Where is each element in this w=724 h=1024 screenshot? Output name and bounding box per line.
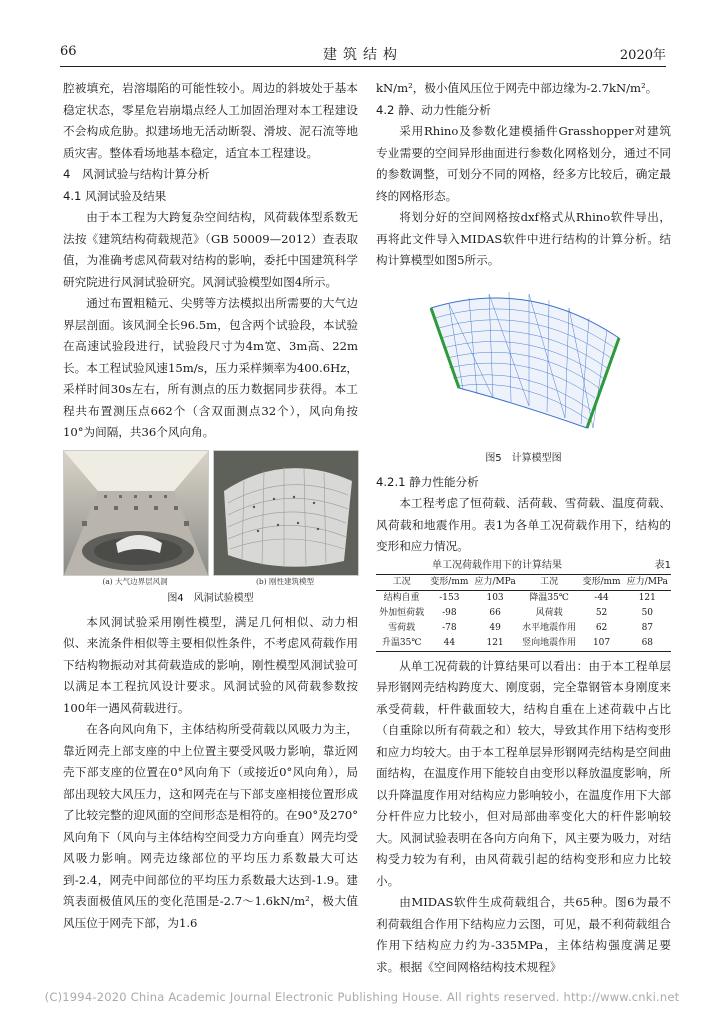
table-cell: 62 [595,622,608,633]
table-header: 应力/MPa [626,576,668,587]
table-cell: 水平地震作用 [522,622,577,633]
page-header [60,44,666,66]
table-cell: 52 [595,607,608,618]
table-cell: 外加恒荷载 [379,607,425,618]
fig4b-caption: (b) 刚性建筑模型 [255,576,315,586]
wind-tunnel-photo [63,450,209,576]
fig5-caption: 图5 计算模型图 [485,452,562,464]
header-rule [60,66,666,67]
paragraph: 将划分好的空间网格按dxf格式从Rhino软件导出，再将此文件导入MIDAS软件中进行结构的计算分析。结构计算模型如图5所示。 [376,210,671,267]
table-cell: 竖向地震作用 [522,637,577,648]
table-label: 表1 [654,559,671,571]
table-header: 变形/mm [582,576,621,587]
figure-4 [63,450,358,588]
table-cell: 44 [443,637,456,648]
paragraph: 从单工况荷载的计算结果可以看出：由于本工程单层异形钢网壳结构跨度大、刚度弱，完全靠钢管本身刚度来承受荷载，杆件截面较大，结构自重在上述荷载中占比（自重除以所有荷载之和）较大，导致其作用下结构变形和应力均较大。由于本工程单层异形钢网壳结构是空间曲面结构，在温度作用下能较自由变形以释放温度影响，所以升降温度作用对结构应力影响较小，在温度作用下大部分杆件应力比较小，但对局部曲率变化大的杆件影响较大。风洞试验表明在各向方向角下，风主要为吸力，对结构受力较为有利，由风荷载引起的结构变形和应力比较小。 [376,658,671,888]
table-cell: -78 [442,622,457,633]
table-row [376,606,671,621]
table-cell: 50 [641,607,654,618]
table-cell: 雪荷载 [388,622,416,633]
table-cell: -153 [439,592,460,603]
paragraph: 通过布置粗糙元、尖劈等方法模拟出所需要的大气边界层剖面。该风洞全长96.5m，包含两个试验段，本试验在高速试验段进行，试验段尺寸为4m宽、3m高、22m长。本工程试验风速15m/s，压力采样频率为400.6Hz，采样时间30s左右，所有测点的压力数据同步获得。本工程共布置测压点662个（含双面测点32个），风向角按10°为间隔，共36个风向角。 [63,296,358,439]
table-cell: 107 [592,637,611,648]
paragraph: 腔被填充，岩溶塌陷的可能性较小。周边的斜坡处于基本稳定状态，零星危岩崩塌点经人工加固治理对本工程建设不会构成危胁。拟建场地无活动断裂、滑坡、泥石流等地质灾害。整体看场地基本稳定，适宜本工程建设。 [63,81,358,160]
paragraph: 本风洞试验采用刚性模型，满足几何相似、动力相似、来流条件相似等主要相似性条件，不考虑风荷载作用下结构物振动对其荷载造成的影响，刚性模型风洞试验可以满足本工程抗风设计要求。风洞试验的风荷载参数按100年一遇风荷载进行。 [63,614,358,715]
table-cell: 66 [489,607,501,618]
paragraph: 采用Rhino及参数化建模插件Grasshopper对建筑专业需要的空间异形曲面进行参数化网格划分，通过不同的参数调整，可划分不同的网格，经多方比较后，确定最终的网格形态。 [376,124,671,203]
left-column [63,78,358,934]
page-number: 66 [60,44,77,59]
results-table [376,574,671,652]
right-column [376,78,671,978]
journal-title: 建筑结构 [323,47,403,63]
table-header: 工况 [540,576,559,587]
subsection-heading: 4.2 静、动力性能分析 [376,102,491,117]
table-cell: 68 [641,637,654,648]
table-cell: -98 [442,607,457,618]
table-header: 变形/mm [430,576,469,587]
table-row [376,621,671,636]
table-cell: 风荷载 [535,607,563,618]
table-header: 工况 [392,576,411,587]
table-cell: 升温35℃ [381,637,422,648]
table-cell: 121 [486,637,504,648]
subsection-heading: 4.1 风洞试验及结果 [63,188,167,203]
section-heading: 4 风洞试验与结构计算分析 [63,167,210,181]
table-cell: 103 [486,592,504,603]
subsection-heading: 4.2.1 静力性能分析 [376,474,479,489]
table-cell: 49 [489,622,501,633]
table-title-row [376,558,671,574]
paragraph: 由于本工程为大跨复杂空间结构，风荷载体型系数无法按《建筑结构荷载规范》（GB 50009—2012）查表取值，为准确考虑风荷载对结构的影响，委托中国建筑科学研究院进行风洞试验研究。风洞试验模型如图4所示。 [63,210,358,289]
fig4-caption: 图4 风洞试验模型 [167,592,254,604]
table-header: 应力/MPa [474,576,516,587]
fig4a-caption: (a) 大气边界层风洞 [102,576,168,586]
table-cell: -44 [594,592,609,603]
table-cell: 87 [641,622,654,633]
table-title: 单工况荷载作用下的计算结果 [432,559,562,571]
table-cell: 降温35℃ [529,592,569,603]
paragraph: 由MIDAS软件生成荷载组合，共65种。图6为最不利荷载组合作用下结构应力云图，可见，最不利荷载组合作用下结构应力约为-335MPa，主体结构强度满足要求。根据《空间网格结构技术规程》 [376,895,671,974]
paragraph: 在各向风向角下，主体结构所受荷载以风吸力为主，靠近网壳上部支座的中上位置主要受风吸力影响，靠近网壳下部支座的位置在0°风向角下（或接近0°风向角），局部出现较大风压力，这和网壳在与下部支座相接位置形成了比较完整的迎风面的空间形态是相符的。在90°及270°风向角下（风向与主体结构空间受力方向垂直）网壳均受风吸力影响。网壳边缘部位的平均压力系数最大可达到-2.4，网壳中间部位的平均压力系数最大达到-1.9。建筑表面极值风压的变化范围是-2.7～1.6kN/m²，极大值风压位于网壳下部，为1.6 [63,722,358,930]
year: 2020年 [619,48,666,63]
table-cell: 结构自重 [383,592,420,603]
copyright-footer: (C)1994-2020 China Academic Journal Electronic Publishing House. All rights reserved. http://www.cnki.net [44,990,680,1004]
table-row [376,590,671,606]
paragraph: kN/m²，极小值风压位于网壳中部边缘为-2.7kN/m²。 [376,81,658,95]
table-cell: 121 [638,592,656,603]
paragraph: 本工程考虑了恒荷载、活荷载、雪荷载、温度荷载、风荷载和地震作用。表1为各单工况荷载作用下，结构的变形和应力情况。 [376,496,671,553]
structural-model-figure [419,278,629,448]
table-row [376,636,671,652]
rigid-model-photo [213,450,359,576]
